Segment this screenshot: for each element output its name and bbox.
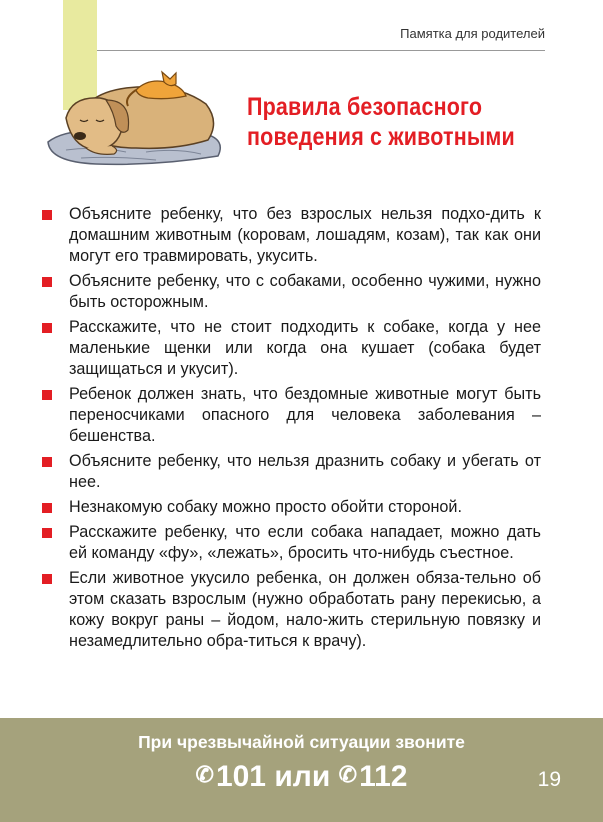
bullet-square-icon (42, 457, 52, 467)
page-title (247, 92, 522, 152)
tip-text: Объясните ребенку, что без взрослых нельзя подхо-дить к домашним животным (коровам, лошадям, козам), так как они могут его травмировать, укусить. (69, 205, 541, 265)
header-label: Памятка для родителей (400, 26, 545, 41)
emergency-numbers (0, 760, 603, 794)
bullet-square-icon (42, 210, 52, 220)
list-item (42, 317, 541, 380)
tip-text: Незнакомую собаку можно просто обойти стороной. (69, 498, 462, 516)
list-item (42, 384, 541, 447)
phone-number-101: 101 (215, 760, 266, 793)
phone-icon: ✆ (195, 762, 214, 787)
dog-and-cat-illustration (36, 70, 236, 170)
bullet-square-icon (42, 390, 52, 400)
tip-text: Ребенок должен знать, что бездомные животные могут быть переносчиками опасного для человека заболевания – бешенства. (69, 385, 541, 445)
tip-text: Расскажите ребенку, что если собака нападает, можно дать ей команду «фу», «лежать», бросить что-нибудь съестное. (69, 523, 541, 562)
numbers-connector: или (274, 760, 331, 793)
bullet-square-icon (42, 277, 52, 287)
title-line-1: Правила безопасного (247, 93, 483, 121)
bullet-square-icon (42, 323, 52, 333)
bullet-square-icon (42, 503, 52, 513)
list-item (42, 204, 541, 267)
tip-text: Расскажите, что не стоит подходить к собаке, когда у нее маленькие щенки или когда она кушает (собака будет защищаться и укусит). (69, 318, 541, 378)
emergency-footer (0, 718, 603, 822)
bullet-square-icon (42, 574, 52, 584)
list-item (42, 568, 541, 652)
page-number: 19 (537, 768, 561, 791)
phone-number-112: 112 (359, 760, 408, 793)
bullet-square-icon (42, 528, 52, 538)
tip-text: Объясните ребенку, что с собаками, особенно чужими, нужно быть осторожным. (69, 272, 541, 311)
header-rule (97, 50, 545, 51)
list-item (42, 271, 541, 313)
safety-tips-list (42, 204, 541, 656)
tip-text: Объясните ребенку, что нельзя дразнить собаку и убегать от нее. (69, 452, 541, 491)
list-item (42, 497, 541, 518)
list-item (42, 522, 541, 564)
title-line-2: поведения с животными (247, 123, 515, 151)
list-item (42, 451, 541, 493)
phone-icon: ✆ (338, 762, 358, 787)
tip-text: Если животное укусило ребенка, он должен обяза-тельно об этом сказать взрослым (нужно обработать рану перекисью, а кожу вокруг раны – йодом, нало-жить стерильную повязку и незамедлительно обра-титься к врачу). (69, 569, 541, 650)
emergency-call-text: При чрезвычайной ситуации звоните (138, 732, 465, 752)
